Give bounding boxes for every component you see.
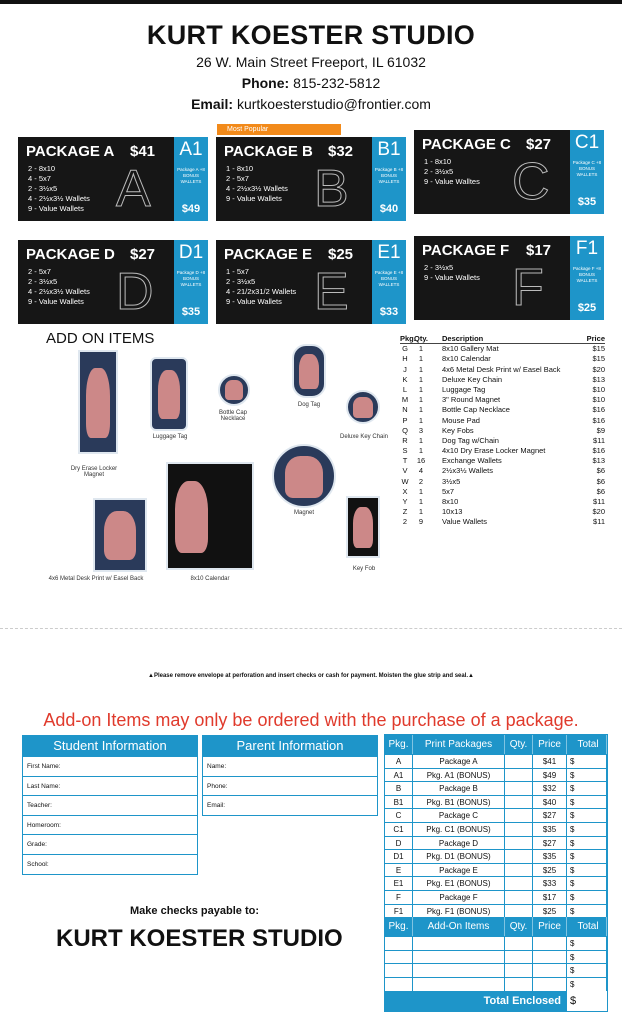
magnet-image bbox=[272, 444, 336, 508]
bonus-price: $25 bbox=[577, 302, 597, 314]
student-field[interactable]: Teacher: bbox=[23, 795, 197, 815]
qty-input[interactable] bbox=[505, 877, 533, 890]
student-info-box bbox=[22, 735, 198, 875]
order-row: C1 Pkg. C1 (BONUS) $35 $ bbox=[385, 822, 607, 836]
package-card bbox=[216, 137, 406, 221]
locker-magnet-image bbox=[78, 350, 118, 454]
bonus-text: Package E +8 BONUS WALLETS bbox=[374, 270, 404, 287]
package-item: 9 - Value Wallets bbox=[424, 273, 480, 282]
bonus-text: Package A +8 BONUS WALLETS bbox=[177, 167, 205, 184]
package-price: $17 bbox=[526, 242, 552, 259]
package-item: 9 - Value Wallets bbox=[226, 297, 282, 306]
studio-email: Email: kurtkoesterstudio@frontier.com bbox=[191, 96, 431, 112]
package-letter: E bbox=[314, 263, 349, 321]
total-cell[interactable]: $ bbox=[567, 755, 607, 768]
order-row: B1 Pkg. B1 (BONUS) $40 $ bbox=[385, 795, 607, 809]
dog-tag-caption: Dog Tag bbox=[297, 402, 321, 408]
luggage-tag-caption: Luggage Tag bbox=[152, 434, 188, 440]
order-row: A Package A $41 $ bbox=[385, 754, 607, 768]
bonus-text: Package B +8 BONUS WALLETS bbox=[374, 167, 404, 184]
studio-address: 26 W. Main Street Freeport, IL 61032 bbox=[196, 54, 426, 70]
envelope-note: ▲Please remove envelope at perforation and insert checks or cash for payment. Moisten the glue strip and seal.▲ bbox=[148, 673, 474, 679]
package-card bbox=[414, 130, 604, 214]
package-card bbox=[216, 240, 406, 324]
addon-warning: Add-on Items may only be ordered with the purchase of a package. bbox=[43, 710, 579, 730]
bonus-text: Package D +8 BONUS WALLETS bbox=[176, 270, 206, 287]
package-item: 9 - Value Wallets bbox=[28, 297, 84, 306]
package-card bbox=[18, 137, 208, 221]
bonus-panel bbox=[570, 130, 604, 214]
qty-input[interactable] bbox=[505, 782, 533, 795]
bonus-panel bbox=[174, 240, 208, 324]
package-item: 4 - 2½x3½ Wallets bbox=[28, 287, 90, 296]
key-fob-image bbox=[346, 496, 380, 558]
package-item: 1 - 8x10 bbox=[424, 157, 452, 166]
price-list-row: N 1 Bottle Cap Necklace $16 bbox=[402, 405, 605, 415]
package-price: $27 bbox=[130, 246, 156, 263]
total-cell[interactable]: $ bbox=[567, 809, 607, 822]
package-price: $32 bbox=[328, 143, 354, 160]
checks-payable-label: Make checks payable to: bbox=[130, 905, 260, 917]
magnet-caption: Magnet bbox=[293, 510, 314, 516]
addon-order-row[interactable]: $ bbox=[385, 977, 607, 991]
desk-print-image bbox=[93, 498, 147, 572]
package-letter: F bbox=[512, 259, 544, 317]
calendar-image bbox=[166, 462, 254, 570]
price-list-row: G 1 8x10 Gallery Mat $15 bbox=[402, 344, 605, 354]
bonus-code: F1 bbox=[575, 238, 599, 259]
total-cell[interactable]: $ bbox=[567, 796, 607, 809]
order-row: E1 Pkg. E1 (BONUS) $33 $ bbox=[385, 876, 607, 890]
order-row: F Package F $17 $ bbox=[385, 890, 607, 904]
total-value[interactable]: $ bbox=[567, 991, 607, 1011]
order-table bbox=[384, 734, 608, 1012]
price-list-row: K 1 Deluxe Key Chain $13 bbox=[402, 374, 605, 384]
studio-name-footer: KURT KOESTER STUDIO bbox=[56, 925, 343, 952]
bonus-code: E1 bbox=[377, 242, 401, 263]
key-chain-image bbox=[346, 390, 380, 424]
package-item: 4 - 2½x3½ Wallets bbox=[226, 184, 288, 193]
package-name: PACKAGE C bbox=[422, 136, 511, 153]
package-letter: D bbox=[116, 263, 154, 321]
qty-input[interactable] bbox=[505, 755, 533, 768]
order-header: Pkg. Print Packages Qty. Price Total bbox=[385, 735, 607, 754]
student-field[interactable]: First Name: bbox=[23, 756, 197, 776]
addon-order-header: Pkg. Add-On Items Qty. Price Total bbox=[385, 917, 607, 936]
package-name: PACKAGE D bbox=[26, 246, 115, 263]
package-name: PACKAGE F bbox=[422, 242, 510, 259]
price-list-row: H 1 8x10 Calendar $15 bbox=[402, 354, 605, 364]
package-item: 2 - 5x7 bbox=[28, 267, 51, 276]
package-name: PACKAGE A bbox=[26, 143, 115, 160]
price-list-row: Y 1 8x10 $11 bbox=[402, 497, 605, 506]
qty-input[interactable] bbox=[505, 864, 533, 877]
bonus-code: D1 bbox=[178, 242, 204, 263]
student-info-title: Student Information bbox=[23, 736, 197, 756]
addon-title: ADD ON ITEMS bbox=[46, 330, 155, 347]
key-chain-caption: Deluxe Key Chain bbox=[339, 434, 389, 440]
qty-input[interactable] bbox=[505, 809, 533, 822]
luggage-tag-image bbox=[150, 357, 188, 431]
bonus-price: $40 bbox=[379, 203, 399, 215]
bonus-code: B1 bbox=[377, 139, 401, 160]
package-items bbox=[226, 164, 288, 204]
addon-order-row[interactable]: $ bbox=[385, 950, 607, 964]
addon-order-row[interactable]: $ bbox=[385, 936, 607, 950]
order-row: D1 Pkg. D1 (BONUS) $35 $ bbox=[385, 849, 607, 863]
package-name: PACKAGE B bbox=[224, 143, 313, 160]
package-price: $25 bbox=[328, 246, 354, 263]
bonus-price: $35 bbox=[181, 306, 201, 318]
qty-input[interactable] bbox=[505, 769, 533, 782]
price-list-row: V 4 2½x3½ Wallets $6 bbox=[402, 466, 605, 476]
package-price: $27 bbox=[526, 136, 552, 153]
order-row: C Package C $27 $ bbox=[385, 808, 607, 822]
total-cell[interactable]: $ bbox=[567, 782, 607, 795]
bonus-panel bbox=[372, 240, 406, 324]
studio-title: KURT KOESTER STUDIO bbox=[146, 20, 476, 50]
qty-input[interactable] bbox=[505, 823, 533, 836]
studio-phone: Phone: 815-232-5812 bbox=[241, 75, 381, 91]
package-item: 4 - 21/2x31/2 Wallets bbox=[226, 287, 297, 296]
total-label: Total Enclosed bbox=[483, 994, 561, 1007]
order-row: A1 Pkg. A1 (BONUS) $49 $ bbox=[385, 768, 607, 782]
parent-info-title: Parent Information bbox=[203, 736, 377, 756]
package-card bbox=[414, 236, 604, 320]
order-row: F1 Pkg. F1 (BONUS) $25 $ bbox=[385, 904, 607, 918]
package-items bbox=[226, 267, 296, 307]
price-list-row: Q 3 Key Fobs $9 bbox=[402, 425, 605, 435]
price-list-row: R 1 Dog Tag w/Chain $11 bbox=[402, 435, 605, 445]
student-field[interactable]: Homeroom: bbox=[23, 815, 197, 835]
package-items bbox=[424, 157, 480, 187]
package-name: PACKAGE E bbox=[224, 246, 313, 263]
student-field[interactable]: Last Name: bbox=[23, 776, 197, 796]
package-item: 2 - 8x10 bbox=[28, 164, 56, 173]
qty-input[interactable] bbox=[505, 850, 533, 863]
price-list-row: M 1 3" Round Magnet $10 bbox=[401, 395, 605, 405]
bonus-code: A1 bbox=[179, 139, 203, 160]
student-field[interactable]: Grade: bbox=[23, 834, 197, 854]
bonus-panel bbox=[570, 236, 604, 320]
package-item: 2 - 3½x5 bbox=[424, 263, 454, 272]
bonus-price: $35 bbox=[577, 196, 597, 208]
price-list-row: J 1 4x6 Metal Desk Print w/ Easel Back $20 bbox=[403, 364, 605, 374]
package-letter: C bbox=[512, 153, 550, 211]
perforation-line bbox=[0, 628, 622, 629]
total-cell[interactable]: $ bbox=[567, 905, 607, 918]
package-item: 2 - 3½x5 bbox=[28, 184, 58, 193]
package-item: 2 - 3½x5 bbox=[28, 277, 58, 286]
addon-order-row[interactable]: $ bbox=[385, 963, 607, 977]
package-item: 4 - 2½x3½ Wallets bbox=[28, 194, 90, 203]
price-list-row: 2 9 Value Wallets $11 bbox=[402, 517, 605, 527]
bottle-cap-necklace-image bbox=[218, 374, 250, 406]
order-row: D Package D $27 $ bbox=[385, 836, 607, 850]
package-items bbox=[28, 267, 90, 307]
necklace-caption: Bottle Cap Necklace bbox=[218, 410, 248, 422]
key-fob-caption: Key Fob bbox=[352, 566, 376, 572]
bonus-text: Package F +8 BONUS WALLETS bbox=[573, 266, 601, 283]
price-list-row: W 2 3½x5 $6 bbox=[401, 476, 605, 486]
most-popular-badge: Most Popular bbox=[217, 124, 341, 135]
total-cell[interactable]: $ bbox=[567, 769, 607, 782]
package-item: 2 - 3½x5 bbox=[424, 167, 454, 176]
package-item: 1 - 8x10 bbox=[226, 164, 254, 173]
bonus-price: $49 bbox=[181, 203, 201, 215]
bonus-panel bbox=[174, 137, 208, 221]
parent-field[interactable]: Email: bbox=[203, 795, 377, 815]
order-row: E Package E $25 $ bbox=[385, 863, 607, 877]
addon-price-list bbox=[400, 334, 605, 528]
parent-field[interactable]: Phone: bbox=[203, 776, 377, 796]
bonus-code: C1 bbox=[574, 132, 600, 153]
qty-input[interactable] bbox=[505, 837, 533, 850]
package-item: 1 - 5x7 bbox=[226, 267, 249, 276]
package-items bbox=[28, 164, 90, 214]
price-list-row: X 1 5x7 $6 bbox=[402, 486, 605, 496]
parent-info-box bbox=[202, 735, 378, 816]
locker-magnet-caption: Dry Erase Locker Magnet bbox=[70, 466, 118, 478]
student-field[interactable]: School: bbox=[23, 854, 197, 874]
package-item: 2 - 3½x5 bbox=[226, 277, 256, 286]
total-cell[interactable]: $ bbox=[567, 864, 607, 877]
calendar-caption: 8x10 Calendar bbox=[190, 576, 230, 582]
price-list-row: T 16 Exchange Wallets $13 bbox=[402, 456, 605, 466]
order-row: B Package B $32 $ bbox=[385, 781, 607, 795]
price-list-row: L 1 Luggage Tag $10 bbox=[402, 384, 605, 394]
bonus-price: $33 bbox=[379, 306, 399, 318]
package-card bbox=[18, 240, 208, 324]
qty-input[interactable] bbox=[505, 796, 533, 809]
total-enclosed-row bbox=[385, 991, 607, 1011]
package-item: 9 - Value Wallets bbox=[226, 194, 282, 203]
price-list-row: S 1 4x10 Dry Erase Locker Magnet $16 bbox=[402, 446, 605, 456]
price-list-row: Z 1 10x13 $20 bbox=[402, 507, 605, 517]
price-list-header: Pkg. Qty. Description Price bbox=[400, 334, 605, 343]
package-item: 4 - 5x7 bbox=[28, 174, 51, 183]
qty-input[interactable] bbox=[505, 891, 533, 904]
package-item: 2 - 5x7 bbox=[226, 174, 249, 183]
package-letter: B bbox=[314, 160, 349, 218]
bonus-panel bbox=[372, 137, 406, 221]
price-list-row: P 1 Mouse Pad $16 bbox=[402, 415, 605, 425]
total-cell[interactable]: $ bbox=[567, 850, 607, 863]
studio-header bbox=[0, 18, 622, 115]
top-rule bbox=[0, 0, 622, 4]
bonus-text: Package C +8 BONUS WALLETS bbox=[572, 160, 602, 177]
package-letter: A bbox=[116, 160, 151, 218]
desk-print-caption: 4x6 Metal Desk Print w/ Easel Back bbox=[48, 576, 144, 582]
package-item: 9 - Value Wallets bbox=[28, 204, 84, 213]
package-price: $41 bbox=[130, 143, 156, 160]
total-cell[interactable]: $ bbox=[567, 877, 607, 890]
total-cell[interactable]: $ bbox=[567, 891, 607, 904]
package-item: 9 - Value Walltes bbox=[424, 177, 480, 186]
total-cell[interactable]: $ bbox=[567, 837, 607, 850]
package-items bbox=[424, 263, 480, 283]
total-cell[interactable]: $ bbox=[567, 823, 607, 836]
parent-field[interactable]: Name: bbox=[203, 756, 377, 776]
dog-tag-image bbox=[292, 344, 326, 398]
qty-input[interactable] bbox=[505, 905, 533, 918]
